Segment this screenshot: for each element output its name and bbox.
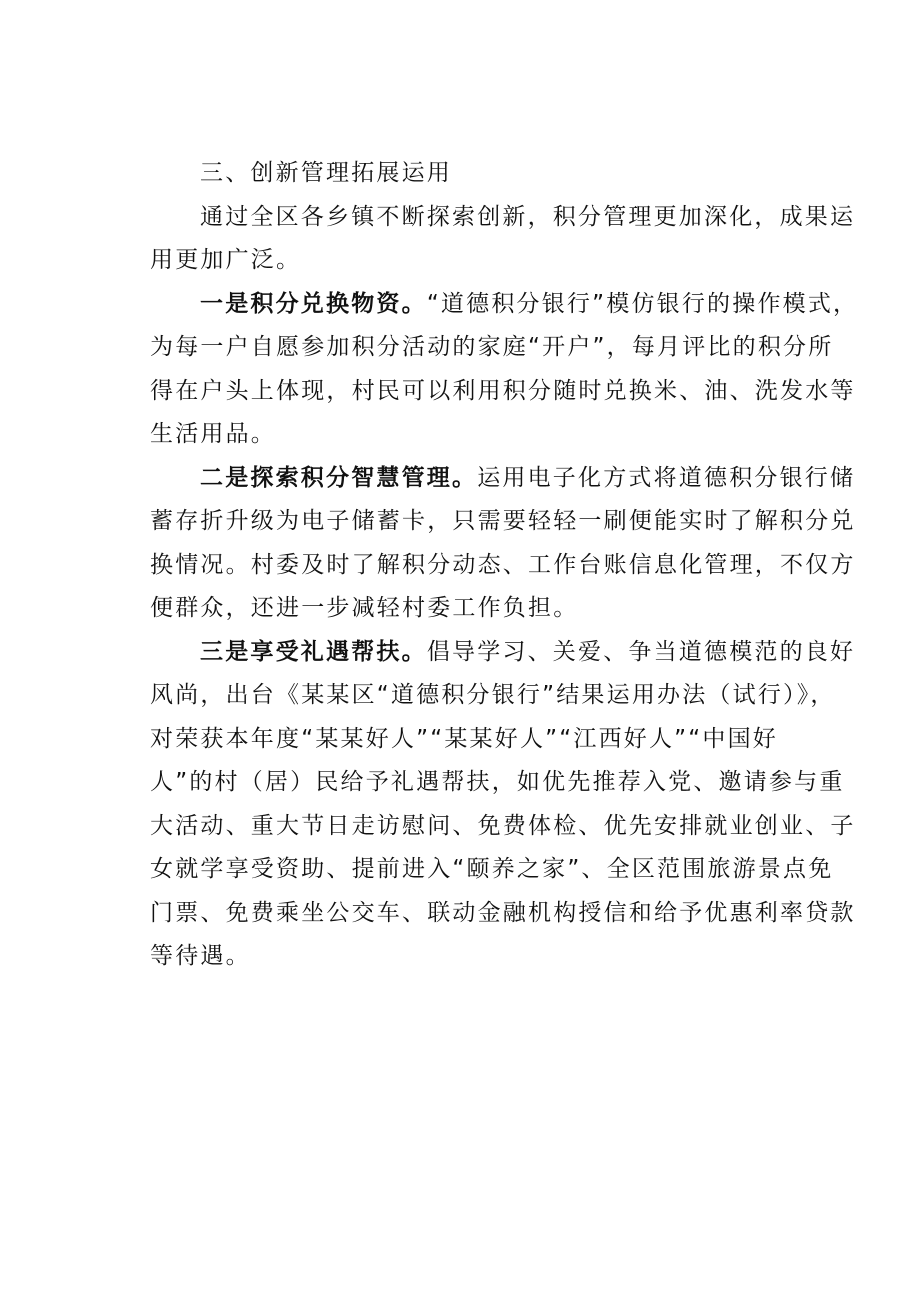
item3-line1-rest: 倡导学习、关爱、争当道德模范的良好	[426, 638, 856, 665]
paragraph-line: 风尚，出台《某某区“道德积分银行”结果运用办法（试行）》，	[150, 682, 836, 708]
item3-lead: 三是享受礼遇帮扶。	[200, 638, 427, 665]
paragraph-line: 生活用品。	[150, 421, 276, 447]
document-body	[150, 152, 859, 979]
paragraph-line: 通过全区各乡镇不断探索创新，积分管理更加深化，成果运	[200, 203, 856, 230]
paragraph-line: 门票、免费乘坐公交车、联动金融机构授信和给予优惠利率贷款	[150, 899, 856, 926]
paragraph-line: 得在户头上体现，村民可以利用积分随时兑换米、油、洗发水等	[150, 377, 856, 404]
paragraph-line: 人”的村（居）民给予礼遇帮扶，如优先推荐入党、邀请参与重	[150, 769, 845, 795]
paragraph-first-line	[150, 457, 856, 501]
item2-paragraph	[150, 457, 856, 631]
paragraph-line: 为每一户自愿参加积分活动的家庭“开户”，每月评比的积分所	[150, 334, 834, 360]
intro-paragraph	[150, 196, 856, 283]
paragraph-line: 女就学享受资助、提前进入“颐养之家”、全区范围旅游景点免	[150, 856, 834, 882]
paragraph-first-line	[150, 631, 856, 675]
item3-paragraph	[150, 631, 856, 979]
item1-line1-rest: “道德积分银行”模仿银行的操作模式，	[426, 290, 859, 317]
section-heading: 三、创新管理拓展运用	[200, 160, 452, 186]
paragraph-line: 对荣获本年度“某某好人”“某某好人”“江西好人”“中国好	[150, 725, 779, 752]
paragraph-first-line	[150, 283, 859, 327]
item1-paragraph	[150, 283, 859, 457]
item2-lead: 二是探索积分智慧管理。	[200, 464, 478, 491]
paragraph-line: 大活动、重大节日走访慰问、免费体检、优先安排就业创业、子	[150, 812, 856, 839]
item1-lead: 一是积分兑换物资。	[200, 290, 427, 317]
paragraph-line: 换情况。村委及时了解积分动态、工作台账信息化管理，不仅方	[150, 551, 856, 578]
paragraph-line: 用更加广泛。	[150, 247, 302, 273]
item2-line1-rest: 运用电子化方式将道德积分银行储	[477, 464, 856, 491]
paragraph-line: 蓄存折升级为电子储蓄卡，只需要轻轻一刷便能实时了解积分兑	[150, 508, 856, 534]
paragraph-line: 等待遇。	[150, 943, 251, 969]
paragraph-line: 便群众，还进一步减轻村委工作负担。	[150, 595, 579, 621]
